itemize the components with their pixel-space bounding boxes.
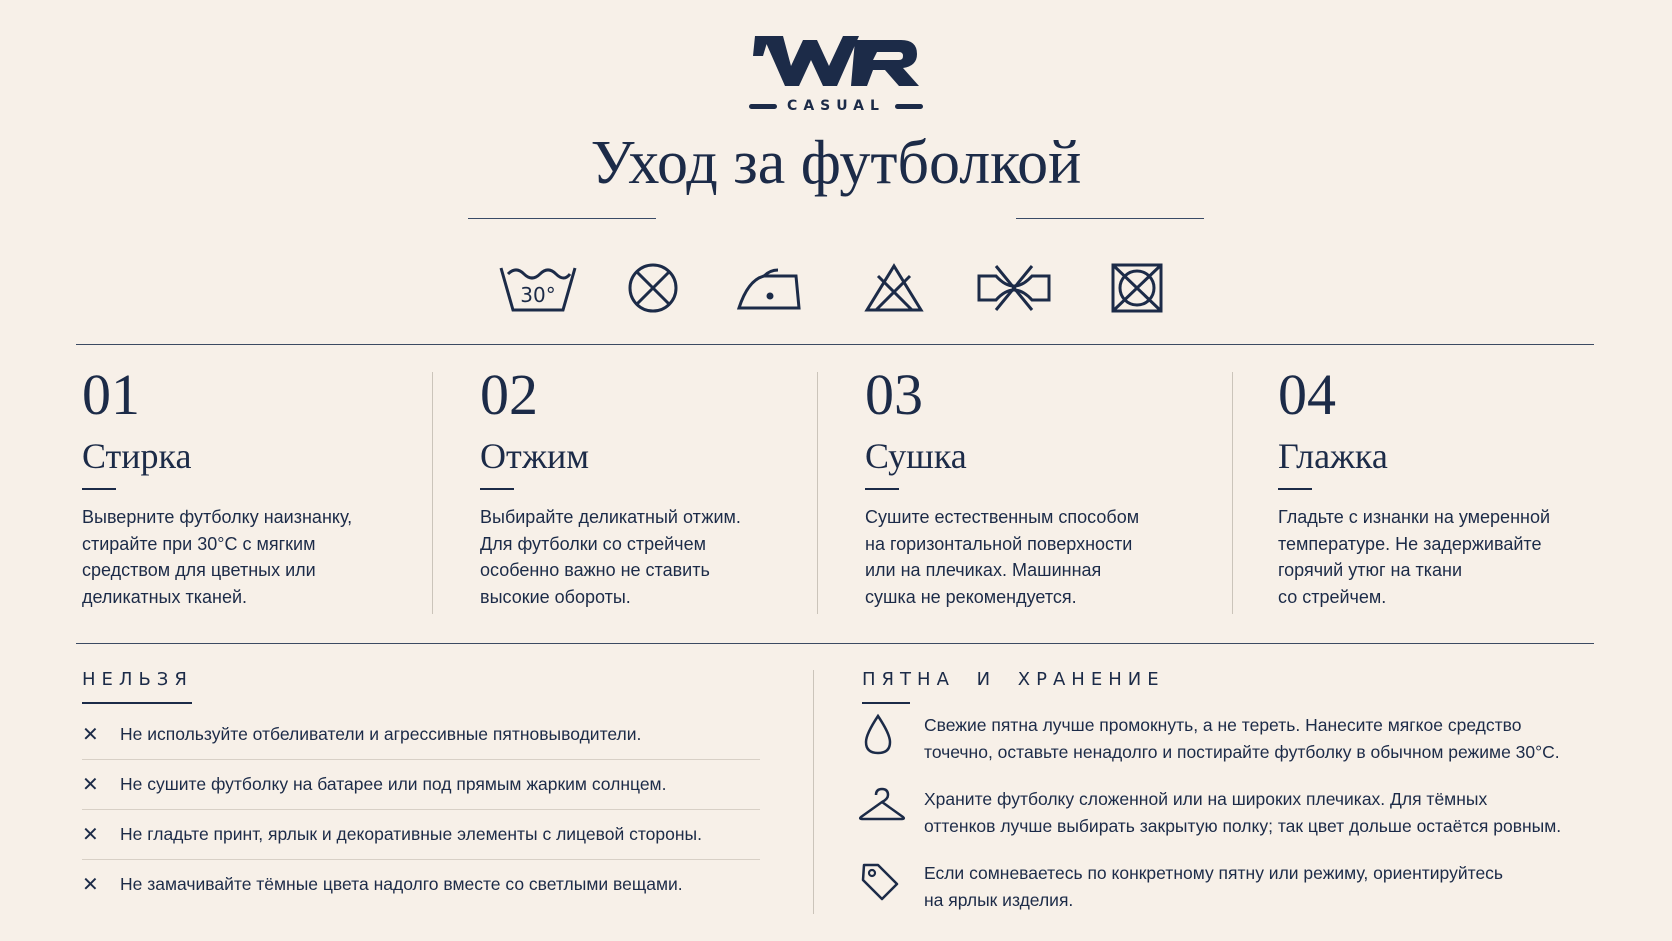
step-underline <box>865 488 899 490</box>
dont-title-underline <box>82 702 192 704</box>
step-title: Глажка <box>1278 436 1388 476</box>
step-divider <box>817 372 818 614</box>
wr-logo-icon <box>751 30 921 92</box>
step-number: 03 <box>865 362 923 427</box>
step-divider <box>1232 372 1233 614</box>
divider-middle <box>76 643 1594 644</box>
step-text: Сушите естественным способом на горизонтальной поверхности или на плечиках. Машинная сушка не рекомендуется. <box>865 507 1140 607</box>
step-dry <box>865 362 1195 610</box>
cross-icon: ✕ <box>82 824 99 846</box>
brand-logo <box>0 30 1672 114</box>
section-divider <box>813 670 814 914</box>
title-line-left <box>468 218 656 219</box>
tip-text: Если сомневаетесь по конкретному пятну или режиму, ориентируйтесь на ярлык изделия. <box>924 863 1504 910</box>
list-item: ✕ Не используйте отбеливатели и агрессивные пятновыводители. <box>82 710 760 760</box>
step-number: 01 <box>82 362 140 427</box>
tip-stains <box>858 712 1664 766</box>
cross-icon: ✕ <box>82 774 99 796</box>
no-tumble-dry-icon <box>624 262 682 314</box>
tag-icon <box>858 860 902 904</box>
step-iron <box>1278 362 1608 610</box>
logo-dash-right <box>895 104 923 109</box>
step-wash <box>82 362 412 610</box>
dont-title: НЕЛЬЗЯ <box>82 669 193 690</box>
tip-text: Храните футболку сложенной или на широких плечиках. Для тёмных оттенков лучше выбирать закрытую полку; так цвет дольше остаётся ровным. <box>924 789 1562 836</box>
no-bleach-icon <box>864 262 924 314</box>
title-line-right <box>1016 218 1204 219</box>
step-underline <box>480 488 514 490</box>
cross-icon: ✕ <box>82 874 99 896</box>
drop-icon <box>858 712 898 756</box>
tips-title: ПЯТНА И ХРАНЕНИЕ <box>862 669 1165 690</box>
step-text: Гладьте с изнанки на умеренной температуре. Не задерживайте горячий утюг на ткани со стрейчем. <box>1278 507 1551 607</box>
logo-dash-left <box>749 104 777 109</box>
tips-title-underline <box>862 702 910 704</box>
step-text: Выбирайте деликатный отжим. Для футболки со стрейчем особенно важно не ставить высокие обороты. <box>480 507 741 607</box>
step-title: Стирка <box>82 436 192 476</box>
dont-list <box>82 710 760 909</box>
wash-temp-label: 30° <box>520 283 556 307</box>
cross-icon: ✕ <box>82 724 99 746</box>
step-number: 02 <box>480 362 538 427</box>
list-item: ✕ Не замачивайте тёмные цвета надолго вместе со светлыми вещами. <box>82 874 683 896</box>
no-wring-icon <box>976 262 1052 314</box>
step-title: Отжим <box>480 436 590 476</box>
step-title: Сушка <box>865 436 967 476</box>
step-divider <box>432 372 433 614</box>
list-item: ✕ Не сушите футболку на батарее или под прямым жарким солнцем. <box>82 760 760 810</box>
step-number: 04 <box>1278 362 1336 427</box>
brand-subtitle: CASUAL <box>787 98 885 114</box>
no-machine-dry-icon <box>1108 262 1166 314</box>
tip-storage <box>858 786 1664 840</box>
divider-top <box>76 344 1594 345</box>
step-underline <box>82 488 116 490</box>
step-text: Выверните футболку наизнанку, стирайте при 30°C с мягким средством для цветных или деликатных тканей. <box>82 507 353 607</box>
step-spin <box>480 362 780 610</box>
tip-text: Свежие пятна лучше промокнуть, а не тереть. Нанесите мягкое средство точечно, оставьте ненадолго и постирайте футболку в обычном режиме 30°C. <box>924 715 1560 762</box>
page-title: Уход за футболкой <box>590 129 1082 197</box>
step-underline <box>1278 488 1312 490</box>
care-icons <box>0 262 1672 322</box>
iron-medium-icon <box>736 262 802 314</box>
list-item: ✕ Не гладьте принт, ярлык и декоративные элементы с лицевой стороны. <box>82 810 760 860</box>
hanger-icon <box>858 786 906 826</box>
wash-30-icon <box>498 262 578 314</box>
tip-label <box>858 860 1664 914</box>
